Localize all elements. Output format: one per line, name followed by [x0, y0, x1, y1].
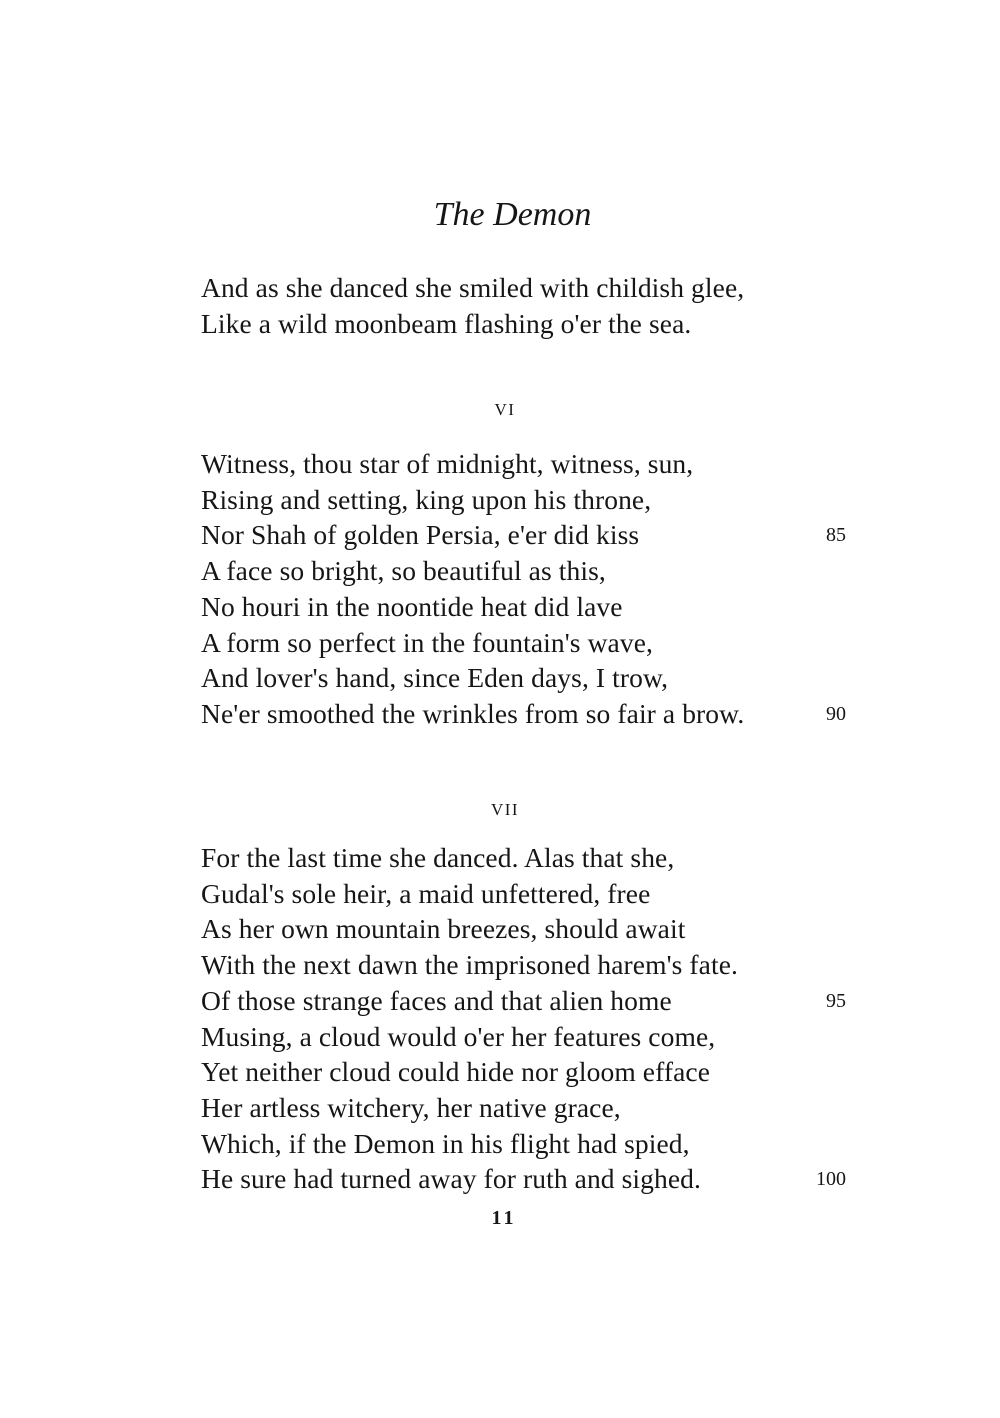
- verse-line: Ne'er smoothed the wrinkles from so fair a brow.: [201, 697, 745, 729]
- verse-line: Of those strange faces and that alien home: [201, 984, 672, 1016]
- line-number: 85: [826, 524, 846, 547]
- verse-line: And lover's hand, since Eden days, I trow,: [201, 662, 669, 694]
- section-heading: VII: [490, 800, 520, 819]
- verse-line: Nor Shah of golden Persia, e'er did kiss: [201, 519, 640, 551]
- verse-line: Gudal's sole heir, a maid unfettered, free: [201, 877, 651, 909]
- verse-line: Rising and setting, king upon his throne,: [201, 483, 652, 515]
- verse-line: Her artless witchery, her native grace,: [201, 1091, 621, 1123]
- verse-line: He sure had turned away for ruth and sighed.: [201, 1163, 702, 1195]
- page-number: 11: [491, 1207, 517, 1229]
- verse-line: For the last time she danced. Alas that she,: [201, 842, 675, 873]
- verse-line: As her own mountain breezes, should await: [201, 913, 686, 945]
- line-number: 95: [826, 989, 846, 1012]
- verse-line: No houri in the noontide heat did lave: [201, 590, 623, 622]
- verse-line: With the next dawn the imprisoned harem's fate.: [201, 949, 739, 981]
- running-title: The Demon: [433, 196, 592, 233]
- verse-line: And as she danced she smiled with childish glee,: [201, 272, 745, 303]
- verse-line: Musing, a cloud would o'er her features come,: [201, 1020, 716, 1052]
- verse-line: A face so bright, so beautiful as this,: [201, 555, 606, 587]
- verse-line: Which, if the Demon in his flight had spied,: [201, 1127, 690, 1159]
- verse-line: Witness, thou star of midnight, witness, sun,: [201, 448, 694, 479]
- verse-line: A form so perfect in the fountain's wave,: [201, 626, 653, 658]
- section-heading: VI: [494, 400, 516, 419]
- verse-line: Yet neither cloud could hide nor gloom efface: [201, 1056, 711, 1088]
- line-number: 90: [826, 702, 846, 725]
- line-number: 100: [816, 1168, 846, 1191]
- verse-line: Like a wild moonbeam flashing o'er the sea.: [201, 307, 692, 339]
